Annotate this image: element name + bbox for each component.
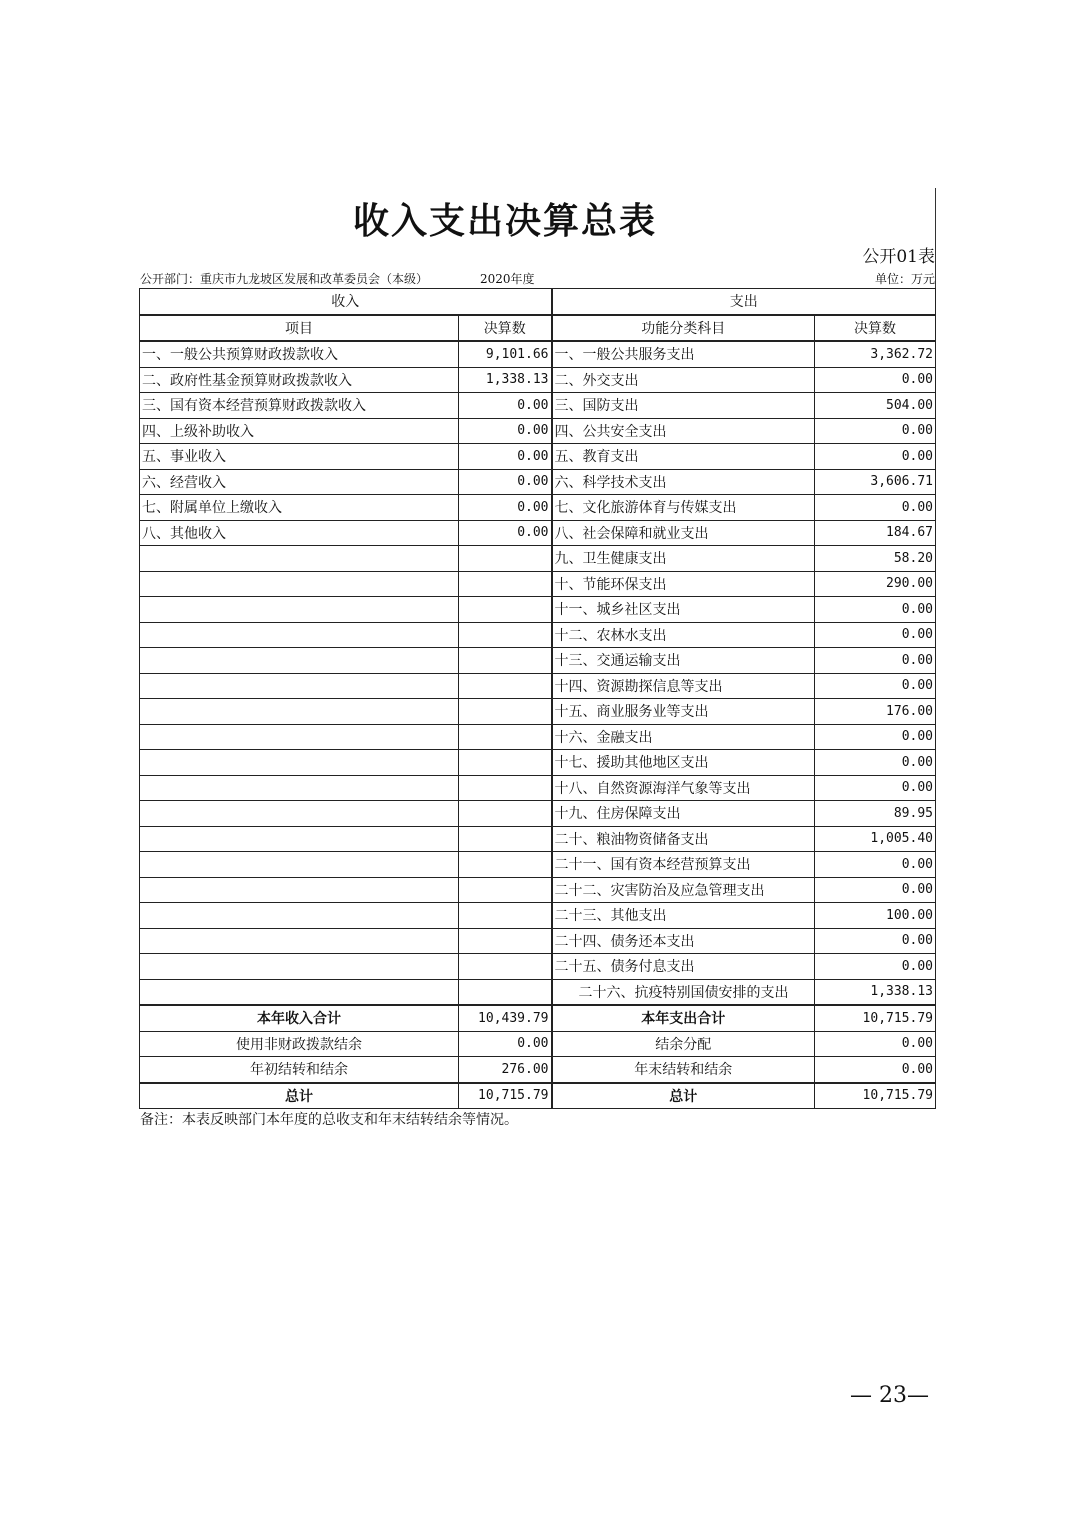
income-item xyxy=(140,546,459,572)
table-row xyxy=(140,597,936,623)
income-item: 八、其他收入 xyxy=(140,520,459,546)
table-row xyxy=(140,341,936,367)
table-row xyxy=(140,877,936,903)
table-row xyxy=(140,444,936,470)
income-item xyxy=(140,928,459,954)
fiscal-year: 2020年度 xyxy=(480,272,535,286)
table-row xyxy=(140,826,936,852)
expense-amount: 0.00 xyxy=(815,444,936,470)
income-amount xyxy=(459,622,552,648)
expense-item: 二十三、其他支出 xyxy=(552,903,815,929)
expense-amount: 0.00 xyxy=(815,724,936,750)
summary-income-item: 年初结转和结余 xyxy=(140,1057,459,1083)
expense-item: 二十六、抗疫特别国债安排的支出 xyxy=(552,979,815,1005)
income-item xyxy=(140,852,459,878)
summary-row xyxy=(140,1031,936,1057)
expense-item: 二、外交支出 xyxy=(552,367,815,393)
table-row xyxy=(140,495,936,521)
table-row xyxy=(140,801,936,827)
expense-amount: 0.00 xyxy=(815,367,936,393)
income-amount: 0.00 xyxy=(459,418,552,444)
income-item xyxy=(140,826,459,852)
footnote: 备注：本表反映部门本年度的总收支和年末结转结余等情况。 xyxy=(140,1112,518,1128)
expense-item: 二十五、债务付息支出 xyxy=(552,954,815,980)
expense-amount: 0.00 xyxy=(815,928,936,954)
table-row xyxy=(140,622,936,648)
category-column-header: 功能分类科目 xyxy=(552,315,815,342)
expense-amount: 3,606.71 xyxy=(815,469,936,495)
summary-row xyxy=(140,1057,936,1083)
income-item xyxy=(140,724,459,750)
income-amount xyxy=(459,546,552,572)
table-row xyxy=(140,546,936,572)
expense-amount: 3,362.72 xyxy=(815,341,936,367)
income-amount xyxy=(459,826,552,852)
expense-amount: 0.00 xyxy=(815,673,936,699)
expense-item: 二十、粮油物资储备支出 xyxy=(552,826,815,852)
expense-item: 八、社会保障和就业支出 xyxy=(552,520,815,546)
table-row xyxy=(140,520,936,546)
table-row xyxy=(140,979,936,1005)
expense-amount: 89.95 xyxy=(815,801,936,827)
table-row xyxy=(140,648,936,674)
income-amount xyxy=(459,750,552,776)
unit-label: 单位：万元 xyxy=(874,272,935,286)
summary-expense-item: 本年支出合计 xyxy=(552,1005,815,1031)
table-row xyxy=(140,903,936,929)
income-item: 七、附属单位上缴收入 xyxy=(140,495,459,521)
expense-amount: 0.00 xyxy=(815,852,936,878)
budget-table xyxy=(139,288,936,1109)
income-amount xyxy=(459,597,552,623)
table-row xyxy=(140,673,936,699)
income-amount: 9,101.66 xyxy=(459,341,552,367)
summary-row xyxy=(140,1005,936,1031)
expense-item: 十五、商业服务业等支出 xyxy=(552,699,815,725)
table-row xyxy=(140,393,936,419)
income-item xyxy=(140,571,459,597)
income-item xyxy=(140,903,459,929)
table-row xyxy=(140,469,936,495)
expense-item: 九、卫生健康支出 xyxy=(552,546,815,572)
income-item xyxy=(140,877,459,903)
table-row xyxy=(140,928,936,954)
income-header: 收入 xyxy=(140,289,552,315)
income-amount xyxy=(459,724,552,750)
income-item xyxy=(140,648,459,674)
income-item xyxy=(140,954,459,980)
expense-item: 二十一、国有资本经营预算支出 xyxy=(552,852,815,878)
expense-amount: 0.00 xyxy=(815,877,936,903)
summary-income-item: 总计 xyxy=(140,1083,459,1109)
income-item: 二、政府性基金预算财政拨款收入 xyxy=(140,367,459,393)
summary-income-amount: 10,439.79 xyxy=(459,1005,552,1031)
expense-item: 一、一般公共服务支出 xyxy=(552,341,815,367)
expense-amount: 176.00 xyxy=(815,699,936,725)
income-item xyxy=(140,750,459,776)
expense-item: 二十四、债务还本支出 xyxy=(552,928,815,954)
expense-item: 十九、住房保障支出 xyxy=(552,801,815,827)
income-amount xyxy=(459,979,552,1005)
table-row xyxy=(140,724,936,750)
expense-amount: 58.20 xyxy=(815,546,936,572)
income-amount xyxy=(459,673,552,699)
income-amount xyxy=(459,852,552,878)
income-item: 一、一般公共预算财政拨款收入 xyxy=(140,341,459,367)
table-row xyxy=(140,571,936,597)
meta-line xyxy=(140,270,935,288)
income-amount: 0.00 xyxy=(459,444,552,470)
income-item: 五、事业收入 xyxy=(140,444,459,470)
table-row xyxy=(140,750,936,776)
summary-expense-amount: 10,715.79 xyxy=(815,1005,936,1031)
income-item: 三、国有资本经营预算财政拨款收入 xyxy=(140,393,459,419)
item-column-header: 项目 xyxy=(140,315,459,342)
page-number: — 23— xyxy=(850,1383,929,1408)
expense-amount: 0.00 xyxy=(815,648,936,674)
expense-amount: 0.00 xyxy=(815,954,936,980)
income-amount xyxy=(459,877,552,903)
summary-income-amount: 276.00 xyxy=(459,1057,552,1083)
income-item xyxy=(140,673,459,699)
income-amount xyxy=(459,903,552,929)
expense-amount: 0.00 xyxy=(815,418,936,444)
income-item xyxy=(140,979,459,1005)
expense-item: 十一、城乡社区支出 xyxy=(552,597,815,623)
summary-expense-item: 年末结转和结余 xyxy=(552,1057,815,1083)
income-amount xyxy=(459,775,552,801)
expense-amount: 184.67 xyxy=(815,520,936,546)
income-amount: 0.00 xyxy=(459,469,552,495)
summary-expense-item: 总计 xyxy=(552,1083,815,1109)
expense-item: 十、节能环保支出 xyxy=(552,571,815,597)
table-row xyxy=(140,954,936,980)
income-item: 四、上级补助收入 xyxy=(140,418,459,444)
table-row xyxy=(140,775,936,801)
form-number: 公开01表 xyxy=(862,247,935,267)
expense-header: 支出 xyxy=(552,289,936,315)
summary-expense-amount: 0.00 xyxy=(815,1031,936,1057)
income-item xyxy=(140,597,459,623)
expense-amount: 0.00 xyxy=(815,597,936,623)
expense-amount: 0.00 xyxy=(815,775,936,801)
income-amount xyxy=(459,954,552,980)
expense-item: 十六、金融支出 xyxy=(552,724,815,750)
expense-item: 十二、农林水支出 xyxy=(552,622,815,648)
income-amount xyxy=(459,928,552,954)
income-amount xyxy=(459,648,552,674)
expense-item: 十八、自然资源海洋气象等支出 xyxy=(552,775,815,801)
expense-item: 十四、资源勘探信息等支出 xyxy=(552,673,815,699)
income-item xyxy=(140,775,459,801)
summary-expense-amount: 0.00 xyxy=(815,1057,936,1083)
expense-item: 十七、援助其他地区支出 xyxy=(552,750,815,776)
amount2-column-header: 决算数 xyxy=(815,315,936,342)
income-amount: 0.00 xyxy=(459,393,552,419)
expense-amount: 100.00 xyxy=(815,903,936,929)
table-row xyxy=(140,367,936,393)
income-amount xyxy=(459,699,552,725)
table-row xyxy=(140,699,936,725)
expense-amount: 0.00 xyxy=(815,495,936,521)
expense-item: 五、教育支出 xyxy=(552,444,815,470)
income-item: 六、经营收入 xyxy=(140,469,459,495)
summary-income-item: 本年收入合计 xyxy=(140,1005,459,1031)
summary-income-amount: 0.00 xyxy=(459,1031,552,1057)
income-item xyxy=(140,622,459,648)
income-amount: 1,338.13 xyxy=(459,367,552,393)
income-amount: 0.00 xyxy=(459,520,552,546)
expense-amount: 1,338.13 xyxy=(815,979,936,1005)
expense-amount: 0.00 xyxy=(815,750,936,776)
expense-item: 十三、交通运输支出 xyxy=(552,648,815,674)
amount-column-header: 决算数 xyxy=(459,315,552,342)
expense-item: 六、科学技术支出 xyxy=(552,469,815,495)
expense-amount: 504.00 xyxy=(815,393,936,419)
page-title: 收入支出决算总表 xyxy=(352,201,657,242)
summary-expense-item: 结余分配 xyxy=(552,1031,815,1057)
expense-amount: 0.00 xyxy=(815,622,936,648)
table-row xyxy=(140,852,936,878)
expense-amount: 290.00 xyxy=(815,571,936,597)
department: 公开部门：重庆市九龙坡区发展和改革委员会（本级） xyxy=(140,272,429,286)
expense-item: 七、文化旅游体育与传媒支出 xyxy=(552,495,815,521)
income-amount xyxy=(459,801,552,827)
expense-item: 三、国防支出 xyxy=(552,393,815,419)
income-amount xyxy=(459,571,552,597)
table-row xyxy=(140,418,936,444)
income-amount: 0.00 xyxy=(459,495,552,521)
income-item xyxy=(140,699,459,725)
summary-income-item: 使用非财政拨款结余 xyxy=(140,1031,459,1057)
summary-row xyxy=(140,1083,936,1109)
income-item xyxy=(140,801,459,827)
expense-amount: 1,005.40 xyxy=(815,826,936,852)
summary-expense-amount: 10,715.79 xyxy=(815,1083,936,1109)
expense-item: 二十二、灾害防治及应急管理支出 xyxy=(552,877,815,903)
summary-income-amount: 10,715.79 xyxy=(459,1083,552,1109)
expense-item: 四、公共安全支出 xyxy=(552,418,815,444)
